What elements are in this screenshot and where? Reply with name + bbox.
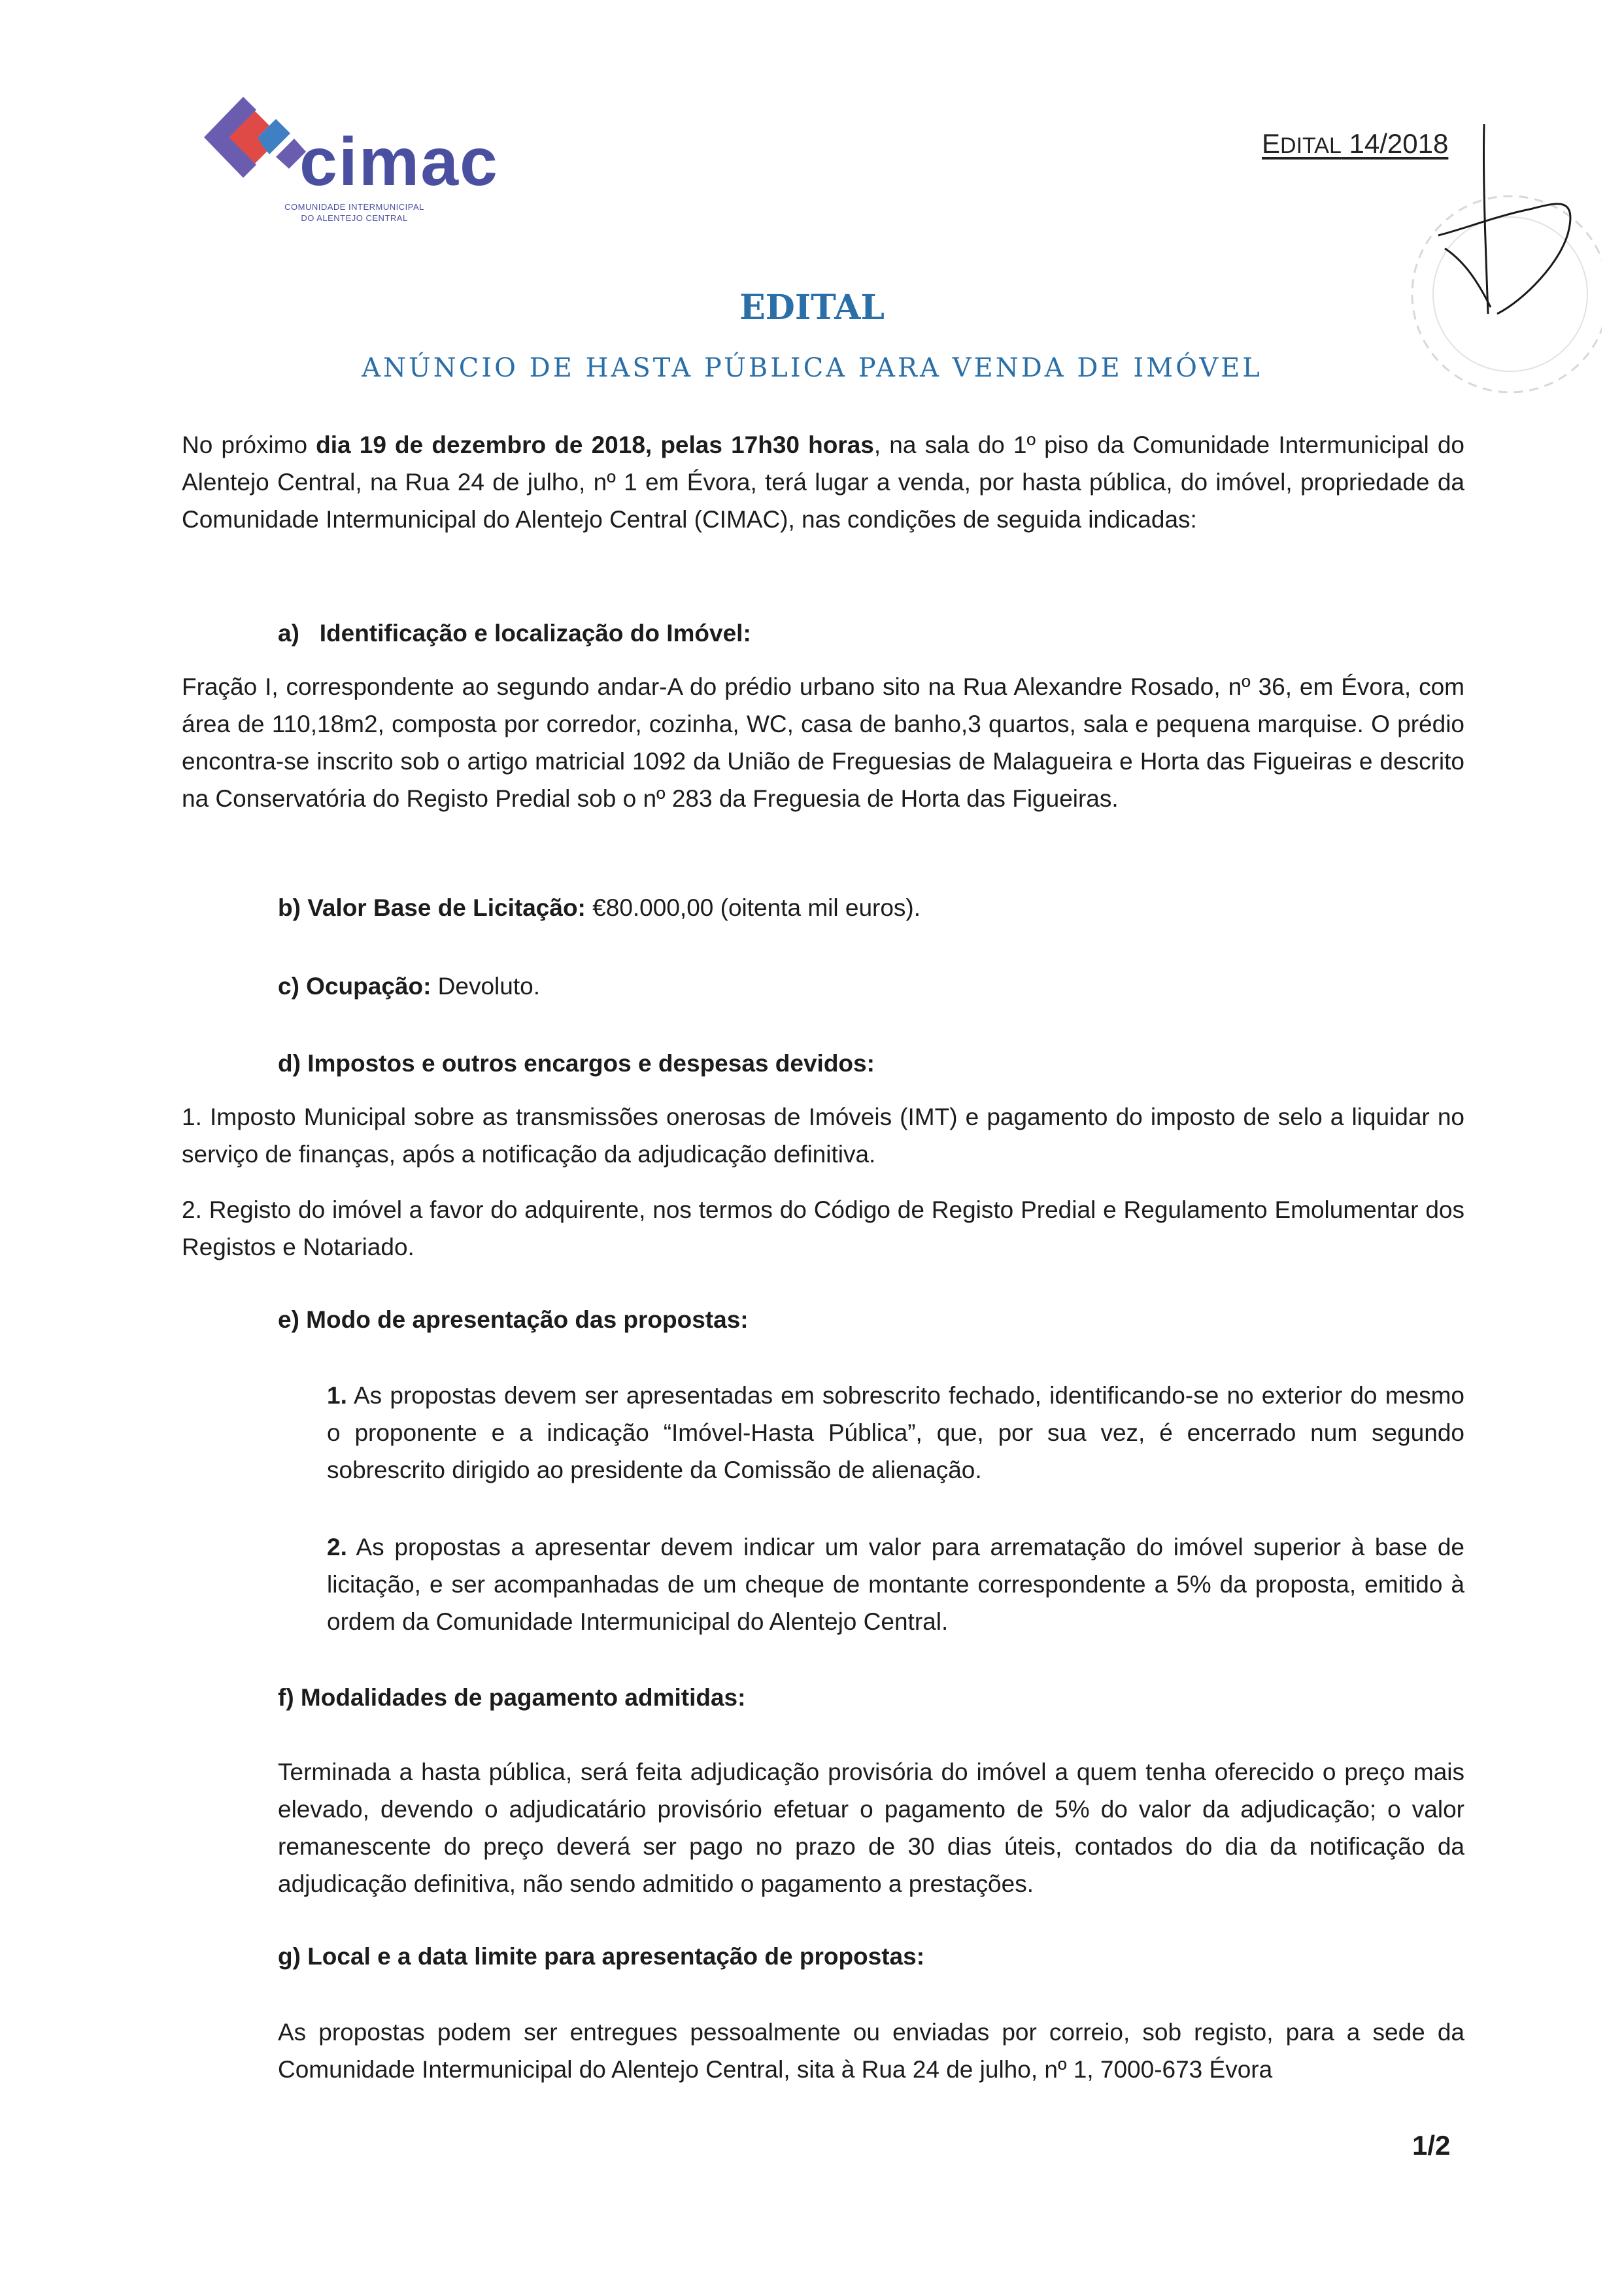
logo-subtitle-line-2: DO ALENTEJO CENTRAL	[301, 213, 408, 223]
section-c-value: Devoluto.	[431, 973, 540, 1000]
section-e-item-1-number: 1.	[327, 1382, 347, 1409]
intro-paragraph	[182, 426, 1464, 538]
section-d-item-1: 1. Imposto Municipal sobre as transmissões onerosas de Imóveis (IMT) e pagamento do imposto de selo a liquidar no serviço de finanças, após a notificação da adjudicação definitiva.	[182, 1104, 1464, 1168]
section-e-item-2	[327, 1528, 1464, 1640]
page-title: EDITAL	[739, 288, 885, 328]
section-b	[278, 889, 921, 926]
section-b-value: €80.000,00 (oitenta mil euros).	[585, 894, 921, 921]
reference-smallcaps: DITAL	[1280, 133, 1342, 158]
section-f-text: Terminada a hasta pública, será feita adjudicação provisória do imóvel a quem tenha oferecido o preço mais elevado, devendo o adjudicatário provisório efetuar o pagamento de 5% do valor da adjudicação; o valor remanescente do preço deverá ser pago no prazo de 30 dias úteis, contados do dia da notificação da adjudicação definitiva, não sendo admitido o pagamento a prestações.	[278, 1759, 1464, 1897]
section-e-item-1-text: As propostas devem ser apresentadas em sobrescrito fechado, identificando-se no exterior do mesmo o proponente e a indicação “Imóvel-Hasta Pública”, que, por sua vez, é encerrado num segundo sobrescrito dirigido ao presidente da Comissão de alienação.	[327, 1382, 1464, 1483]
cimac-logo-icon	[178, 78, 309, 196]
intro-date: dia 19 de dezembro de 2018, pelas 17h30 horas	[316, 431, 874, 458]
section-e-item-2-text: As propostas a apresentar devem indicar um valor para arrematação do imóvel superior à base de licitação, e ser acompanhadas de um cheque de montante correspondente a 5% da proposta, emitido à ordem da Comunidade Intermunicipal do Alentejo Central.	[327, 1534, 1464, 1635]
section-e-item-1	[327, 1377, 1464, 1489]
reference-number: 14/2018	[1341, 128, 1449, 159]
section-f-heading: f) Modalidades de pagamento admitidas:	[278, 1684, 746, 1711]
section-a-text: Fração I, correspondente ao segundo andar-A do prédio urbano sito na Rua Alexandre Rosado, nº 36, em Évora, com área de 110,18m2, composta por corredor, cozinha, WC, casa de banho,3 quartos, sala e pequena marquise. O prédio encontra-se inscrito sob o artigo matricial 1092 da União de Freguesias de Malagueira e Horta das Figueiras e descrito na Conservatória do Registo Predial sob o nº 283 da Freguesia de Horta das Figueiras.	[182, 673, 1464, 812]
intro-rest: , na sala do 1º piso da Comunidade Intermunicipal do Alentejo Central, na Rua 24 de julho, nº 1 em Évora, terá lugar a venda, por hasta pública, do imóvel, propriedade da Comunidade Intermunicipal do Alentejo Central (CIMAC), nas condições de seguida indicadas:	[182, 431, 1464, 533]
section-e-heading: e) Modo de apresentação das propostas:	[278, 1306, 749, 1333]
logo-wordmark: cimac	[299, 124, 499, 200]
section-d-heading: d) Impostos e outros encargos e despesas devidos:	[278, 1050, 875, 1077]
reference-prefix: E	[1262, 128, 1281, 159]
section-g-text: As propostas podem ser entregues pessoalmente ou enviadas por correio, sob registo, para a sede da Comunidade Intermunicipal do Alentejo Central, sita à Rua 24 de julho, nº 1, 7000-673 Évora	[278, 2019, 1464, 2083]
intro-lead: No próximo	[182, 431, 316, 458]
section-g-heading: g) Local e a data limite para apresentação de propostas:	[278, 1943, 925, 1970]
page-number: 1/2	[1412, 2130, 1451, 2161]
logo-subtitle-line-1: COMUNIDADE INTERMUNICIPAL	[284, 202, 424, 212]
section-e-item-2-number: 2.	[327, 1534, 347, 1560]
cimac-logo	[178, 78, 499, 242]
section-b-label: b) Valor Base de Licitação:	[278, 894, 586, 921]
section-c-label: c) Ocupação:	[278, 973, 431, 1000]
section-d-item-2: 2. Registo do imóvel a favor do adquirente, nos termos do Código de Registo Predial e Regulamento Emolumentar dos Registos e Notariado.	[182, 1196, 1464, 1260]
section-c	[278, 968, 540, 1005]
logo-subtitle	[269, 201, 439, 224]
section-a-heading: a) Identificação e localização do Imóvel:	[278, 620, 751, 647]
page-subtitle: ANÚNCIO DE HASTA PÚBLICA PARA VENDA DE IMÓVEL	[362, 353, 1262, 383]
